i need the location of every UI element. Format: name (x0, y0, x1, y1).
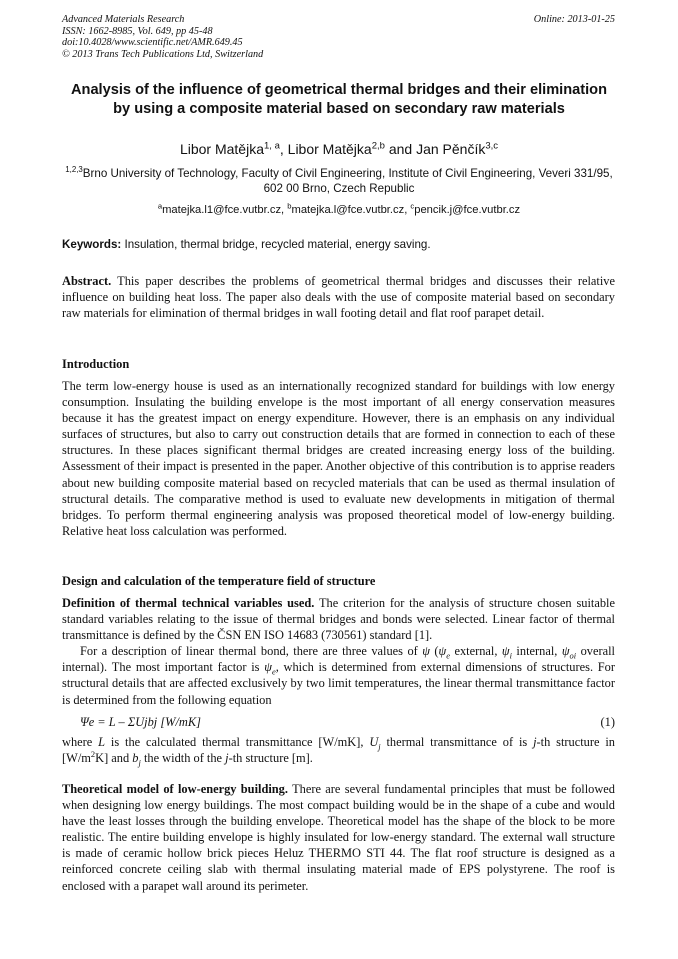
where-sq: 2 (90, 748, 96, 759)
author-2-sup: 2,b (371, 140, 385, 152)
keywords-text: Insulation, thermal bridge, recycled material, energy saving. (121, 238, 431, 251)
author-list (62, 141, 616, 157)
psi-i-symbol: ψ (501, 644, 510, 659)
design-heading: Design and calculation of the temperature field of structure (62, 574, 376, 588)
email-list (62, 201, 616, 216)
affiliation-text: Brno University of Technology, Faculty of Civil Engineering, Institute of Civil Engineering, Veveri 331/95, 602 00 Brno, Czech Republic (82, 167, 613, 195)
model-label: Theoretical model of low-energy building. (62, 782, 288, 796)
psi-text-3: external, (449, 644, 502, 659)
journal-name: Advanced Materials Research (62, 14, 185, 25)
psi-e-symbol: ψ (438, 644, 447, 659)
model-paragraph (62, 781, 615, 894)
psi-oi-symbol: ψ (561, 644, 570, 659)
psi-text-6: , which is determined from external dimensions of structures. For structural details that are affected exclusively by two limit temperatures, the linear thermal transmittance factor is determined from the following equation (62, 660, 615, 707)
issn-line: ISSN: 1662-8985, Vol. 649, pp 45-48 (62, 25, 213, 37)
abstract-label: Abstract. (62, 274, 112, 288)
email-b: matejka.l@fce.vutbr.cz, (291, 204, 411, 216)
paper-title: Analysis of the influence of geometrical thermal bridges and their elimination by using a composite material based on secondary raw materials (70, 82, 608, 117)
psi-text-1: For a description of linear thermal bond, there are three values of (80, 644, 423, 659)
email-a: matejka.l1@fce.vutbr.cz, (162, 204, 288, 216)
model-text: There are several fundamental principles that must be followed when designing low energy buildings. The most compact building would be in the shape of a cube and would have the least losses through the building envelope. Theoretical model has the shape of the block to be more realistic. The entire building envelope is highly insulated for low-energy standard. The external wall structure is made of ceramic hollow brick pieces Heluz THERMO STI 44. The flat roof structure is designed as a reinforced concrete ceiling slab with thermal insulating material made of EPS polystyrene. The roof is enclosed with a parapet wall around its perimeter. (62, 782, 615, 893)
author-3-sup: 3,c (485, 140, 499, 152)
abstract-text: This paper describes the problems of geometrical thermal bridges and discusses their relative influence on building heat loss. The paper also deals with the use of composite material based on secondary raw materials for elimination of thermal bridges in wall footing detail and flat roof parapet detail. (62, 274, 615, 321)
design-body (62, 595, 615, 708)
email-b-sup: b (287, 201, 292, 211)
author-2: Libor Matějka (287, 141, 372, 157)
definition-label: Definition of thermal technical variables used. (62, 596, 315, 610)
psi-e-sub: e (446, 650, 450, 661)
where-b-sub: j (138, 757, 141, 768)
affiliation-sup: 1,2,3 (65, 165, 83, 175)
where-text-6: the width of the (140, 751, 226, 766)
email-c: pencik.j@fce.vutbr.cz (414, 204, 521, 216)
where-j: j (533, 735, 537, 749)
where-b: b (132, 751, 139, 766)
where-text-4: -th structure in [W/m (62, 735, 615, 766)
where-U: U (369, 735, 379, 749)
where-text-2: is the calculated thermal transmittance [W/mK], (105, 735, 370, 749)
where-U-sub: j (378, 741, 381, 752)
psi-i-sub: i (509, 650, 512, 661)
where-paragraph (62, 734, 615, 766)
author-sep-2: and (384, 141, 417, 157)
where-text-1: where (62, 735, 99, 749)
psi-text-4: internal, (511, 644, 562, 659)
abstract (62, 273, 615, 321)
psi-paragraph (62, 643, 615, 707)
psi-text-2: ( (429, 644, 439, 659)
affiliation (62, 166, 616, 196)
psi-symbol: ψ (422, 644, 430, 659)
psi-text-5: overall internal). The most important factor is (62, 644, 615, 675)
keywords (62, 238, 431, 251)
where-L: L (98, 735, 106, 749)
author-3: Jan Pěnčík (416, 141, 486, 157)
psi-e2-symbol: ψ (264, 660, 272, 675)
introduction-text: The term low-energy house is used as an internationally recognized standard for buildings with low energy consumption. Insulating the building envelope is the most important of all energy conservation measures because it has the greatest impact on energy expenditure. However, there is an emphasis on any individual surfaces of structures, but also to carry out construction details that are formed in connection to each of these structures. In these places significant thermal bridges are created increasing energy loss of the building. Assessment of their impact is presented in the paper. Another objective of this contribution is to apprise readers about new building composite material based on recycled materials that can be used as thermal insulation of structural details. The comparative method is used to evaluate new developments in mitigation of thermal bridges. To perform thermal engineering analysis was proposed theoretical model of low-energy building. Relative heat loss calculation was performed. (62, 379, 615, 538)
journal-header (62, 14, 263, 60)
equation-text: Ψe = L – ΣUjbj [W/mK] (80, 715, 201, 729)
introduction-body (62, 378, 615, 539)
psi-oi-sub: oi (569, 650, 577, 661)
author-1-sup: 1, a (264, 140, 280, 152)
where-text-3: thermal transmittance of is (380, 735, 534, 749)
where-text-7: -th structure [m]. (228, 751, 313, 766)
online-date: Online: 2013-01-25 (533, 14, 615, 25)
equation-number: (1) (600, 715, 615, 729)
email-c-sup: c (410, 201, 415, 211)
where-text-5: K] and (95, 751, 133, 766)
copyright-line: © 2013 Trans Tech Publications Ltd, Switzerland (62, 48, 264, 60)
author-1: Libor Matějka (179, 141, 264, 157)
email-a-sup: a (157, 201, 163, 211)
doi-line: doi:10.4028/www.scientific.net/AMR.649.45 (62, 37, 243, 49)
introduction-heading: Introduction (62, 357, 130, 371)
where-j2: j (225, 751, 229, 766)
equation-1 (80, 715, 615, 730)
psi-e2-sub: e (271, 666, 276, 677)
author-sep-1: , (279, 141, 288, 157)
keywords-label: Keywords: (62, 238, 122, 251)
definition-text: The criterion for the analysis of structure chosen suitable standard variables relating to the issue of thermal bridges and bonds were selected. Linear factor of thermal transmittance is defined by the ČSN EN ISO 14683 (730561) standard [1]. (62, 596, 615, 643)
